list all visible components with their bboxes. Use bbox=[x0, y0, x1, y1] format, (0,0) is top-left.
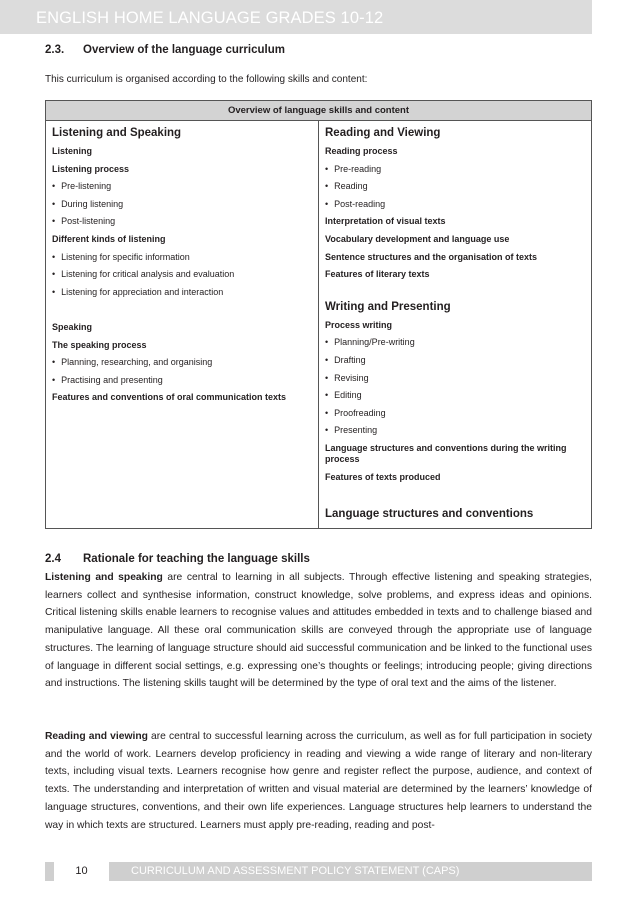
list-item: • Planning/Pre-writing bbox=[325, 334, 585, 352]
subheading: Sentence structures and the organisation of texts bbox=[325, 251, 538, 262]
column-heading: Reading and Viewing bbox=[325, 127, 441, 139]
listening-speaking-column bbox=[46, 121, 319, 528]
paragraph-text: are central to successful learning across the curriculum, as well as for full participation in society and the world of work. Learners develop proficiency in reading and viewing a wide range of literary and non-literary texts, including visual texts. Learners recognise how genre and register reflect the purpose, audience, and context of texts. The understanding and interpretation of written and visual material are determined by the learners’ knowledge of language structures, conventions, and their own life experiences. Language structures help learners to understand the way in which texts are structured. Learners must apply pre-reading, reading and post- bbox=[45, 731, 592, 831]
subheading: Features of literary texts bbox=[325, 269, 430, 280]
section-2-3-heading bbox=[45, 44, 285, 56]
intro-text: This curriculum is organised according to the following skills and content: bbox=[45, 74, 368, 85]
spacer bbox=[325, 487, 585, 505]
list-item: • During listening bbox=[52, 196, 312, 214]
footer-title: CURRICULUM AND ASSESSMENT POLICY STATEMENT (CAPS) bbox=[131, 865, 460, 877]
reading-writing-column bbox=[319, 121, 591, 528]
paragraph-reading-viewing bbox=[45, 728, 592, 834]
column-heading: Listening and Speaking bbox=[52, 127, 182, 139]
list-item: • Listening for appreciation and interaction bbox=[52, 284, 312, 302]
paragraph-lead: Listening and speaking bbox=[45, 572, 163, 583]
list-item: • Revising bbox=[325, 370, 585, 388]
overview-table bbox=[45, 100, 592, 529]
list-item: • Pre-reading bbox=[325, 161, 585, 179]
subheading: Speaking bbox=[52, 321, 93, 332]
section-title: Overview of the language curriculum bbox=[83, 44, 285, 56]
list-item: • Practising and presenting bbox=[52, 372, 312, 390]
list-item: • Post-reading bbox=[325, 196, 585, 214]
paragraph-lead: Reading and viewing bbox=[45, 731, 148, 742]
list-item: • Proofreading bbox=[325, 405, 585, 423]
subheading: Listening process bbox=[52, 163, 130, 174]
section-number: 2.4 bbox=[45, 553, 61, 565]
spacer bbox=[325, 284, 585, 293]
subheading: The speaking process bbox=[52, 339, 147, 350]
subheading: Vocabulary development and language use bbox=[325, 233, 510, 244]
list-item: • Drafting bbox=[325, 352, 585, 370]
spacer bbox=[52, 301, 312, 319]
running-header-title: ENGLISH HOME LANGUAGE GRADES 10-12 bbox=[36, 9, 384, 27]
subheading: Interpretation of visual texts bbox=[325, 216, 446, 227]
page-number: 10 bbox=[54, 862, 109, 881]
list-item: • Planning, researching, and organising bbox=[52, 354, 312, 372]
list-item: • Pre-listening bbox=[52, 178, 312, 196]
column-heading: Writing and Presenting bbox=[325, 300, 451, 313]
subheading: Reading process bbox=[325, 146, 398, 156]
section-number: 2.3. bbox=[45, 44, 65, 56]
section-title: Rationale for teaching the language skills bbox=[83, 553, 310, 565]
section-2-4-heading bbox=[45, 553, 310, 565]
subheading: Process writing bbox=[325, 319, 393, 330]
list-item: • Reading bbox=[325, 178, 585, 196]
list-item: • Listening for specific information bbox=[52, 249, 312, 267]
list-item: • Post-listening bbox=[52, 213, 312, 231]
list-item: • Editing bbox=[325, 387, 585, 405]
subheading: Listening bbox=[52, 146, 92, 156]
paragraph-text: are central to learning in all subjects. Through effective listening and speaking strategies, learners collect and synthesise information, construct knowledge, solve problems, and express ideas and opinions. Critical listening skills enable learners to recognise values and attitudes embedded in texts and to challenge biased and manipulative language. All these oral communication skills are conveyed through the appropriate use of language structures. The learning of language structure should aid successful communication and be linked to the functional uses of language in different social settings, e.g. expressing one’s thoughts or feelings; introducing people; giving directions and instructions. The listening skills taught will be determined by the type of oral text and the aims of the listener. bbox=[45, 572, 592, 690]
list-item: • Presenting bbox=[325, 422, 585, 440]
paragraph-listening-speaking bbox=[45, 569, 592, 693]
subheading: Features of texts produced bbox=[325, 471, 441, 482]
subheading: Features and conventions of oral communication texts bbox=[52, 392, 287, 403]
subheading: Language structures and conventions during the writing process bbox=[325, 442, 567, 465]
subheading: Different kinds of listening bbox=[52, 233, 166, 244]
list-item: • Listening for critical analysis and evaluation bbox=[52, 266, 312, 284]
table-header: Overview of language skills and content bbox=[46, 101, 591, 121]
column-heading: Language structures and conventions bbox=[325, 508, 534, 521]
